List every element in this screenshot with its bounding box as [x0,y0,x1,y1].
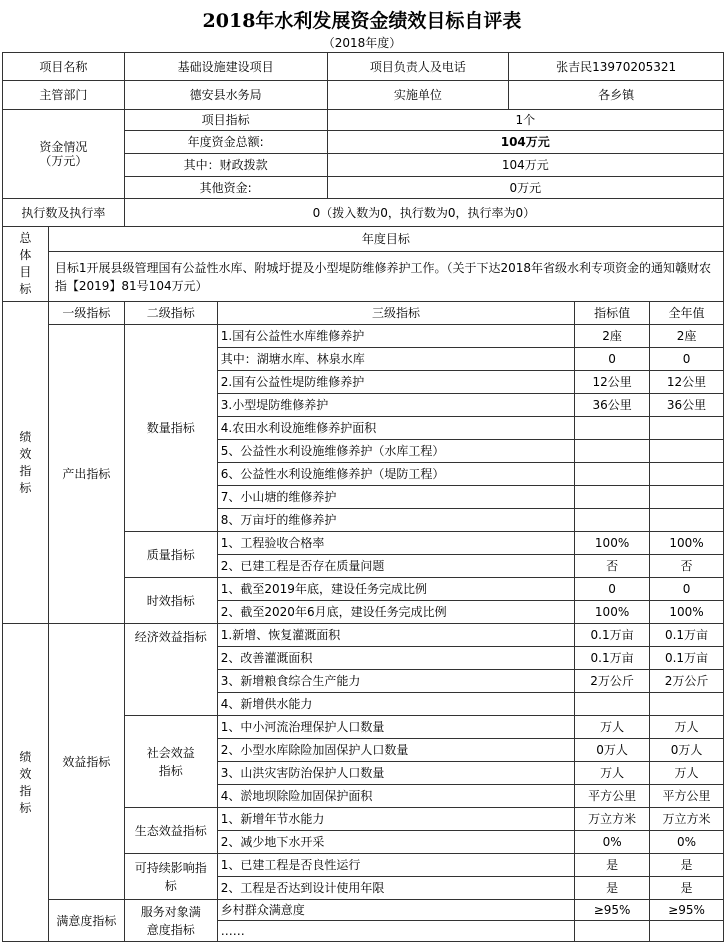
dept-row [3,81,724,110]
l3-cell: 1.新增、恢复灌溉面积 [217,624,574,647]
l3-cell: 1.国有公益性水库维修养护 [217,325,574,348]
overall-label: 总体目标 [3,227,49,302]
target-cell: 平方公里 [575,785,650,808]
year-cell: 万人 [650,762,724,785]
l3-cell: 乡村群众满意度 [217,900,574,921]
year-cell: 0 [650,348,724,371]
impl-value: 各乡镇 [509,81,724,110]
l3-cell: 1、已建工程是否良性运行 [217,854,574,877]
year-cell: 是 [650,854,724,877]
year-cell: 36公里 [650,394,724,417]
funds-item-label: 年度资金总额: [124,131,327,154]
year-cell [650,440,724,463]
funds-item-value: 0万元 [327,177,723,199]
table-row [3,624,724,647]
execution-value: 0（拨入数为0，执行数为0，执行率为0） [124,199,723,227]
year-cell: 0万人 [650,739,724,762]
project-name-label: 项目名称 [3,53,125,81]
year-cell: 平方公里 [650,785,724,808]
l3-cell: 1、截至2019年底，建设任务完成比例 [217,578,574,601]
target-cell: 100% [575,532,650,555]
target-cell: 0 [575,348,650,371]
year-cell: 是 [650,877,724,900]
perf-label-output: 绩效指标 [3,302,49,624]
target-cell: 万人 [575,716,650,739]
col-l2-header: 二级指标 [124,302,217,325]
economic-l2: 经济效益指标 [124,624,217,716]
col-year-header: 全年值 [650,302,724,325]
l3-cell: 3、山洪灾害防治保护人口数量 [217,762,574,785]
table-row [3,900,724,921]
l3-cell: …… [217,921,574,942]
target-cell: 0.1万亩 [575,647,650,670]
timeliness-l2: 时效指标 [124,578,217,624]
target-cell: 36公里 [575,394,650,417]
year-cell [650,921,724,942]
year-cell: 万人 [650,716,724,739]
year-cell: 100% [650,532,724,555]
year-cell: 0.1万亩 [650,647,724,670]
impl-label: 实施单位 [327,81,509,110]
year-cell: 0 [650,578,724,601]
target-cell [575,463,650,486]
target-cell: 万人 [575,762,650,785]
table-row [3,325,724,348]
social-l2: 社会效益指标 [124,716,217,808]
l3-cell: 2、减少地下水开采 [217,831,574,854]
overall-text-row [3,252,724,302]
year-cell: 0.1万亩 [650,624,724,647]
quantity-l2: 数量指标 [124,325,217,532]
funds-item-value: 104万元 [327,131,723,154]
overall-header-row [3,227,724,252]
satisfaction-l2: 服务对象满意度指标 [124,900,217,942]
target-cell: 万立方米 [575,808,650,831]
year-cell [650,509,724,532]
quality-l2: 质量指标 [124,532,217,578]
leader-value: 张吉民13970205321 [509,53,724,81]
funds-item-label: 其中：财政拨款 [124,154,327,177]
project-row [3,53,724,81]
year-cell: 2万公斤 [650,670,724,693]
perf-header-row [3,302,724,325]
target-cell [575,440,650,463]
funds-item-label: 项目指标 [124,110,327,131]
target-cell: 0万人 [575,739,650,762]
l3-cell: 8、万亩圩的维修养护 [217,509,574,532]
l3-cell: 7、小山塘的维修养护 [217,486,574,509]
l3-cell: 2.国有公益性堤防维修养护 [217,371,574,394]
funds-item-value: 104万元 [327,154,723,177]
l3-cell: 5、公益性水利设施维修养护（水库工程） [217,440,574,463]
overall-header: 年度目标 [48,227,723,252]
l3-cell: 4.农田水利设施维修养护面积 [217,417,574,440]
l3-cell: 4、新增供水能力 [217,693,574,716]
year-cell [650,486,724,509]
l3-cell: 2、截至2020年6月底，建设任务完成比例 [217,601,574,624]
l3-cell: 2、工程是否达到设计使用年限 [217,877,574,900]
project-name-value: 基础设施建设项目 [124,53,327,81]
execution-label: 执行数及执行率 [3,199,125,227]
overall-text: 目标1开展县级管理国有公益性水库、附城圩提及小型堤防维修养护工作。（关于下达2018年省级水利专项资金的通知赣财农指【2019】81号104万元） [48,252,723,302]
sustainability-l2: 可持续影响指标 [124,854,217,900]
year-cell [650,417,724,440]
execution-row [3,199,724,227]
year-cell: 2座 [650,325,724,348]
l3-cell: 2、已建工程是否存在质量问题 [217,555,574,578]
year-cell [650,693,724,716]
l3-cell: 1、中小河流治理保护人口数量 [217,716,574,739]
year-cell: 0% [650,831,724,854]
year-cell: 12公里 [650,371,724,394]
l3-cell: 4、淤地坝除险加固保护面积 [217,785,574,808]
target-cell [575,921,650,942]
funds-label: 资金情况 （万元） [3,110,125,199]
target-cell [575,417,650,440]
year-cell: 100% [650,601,724,624]
perf-label-benefit: 绩效指标 [3,624,49,942]
l3-cell: 2、小型水库除险加固保护人口数量 [217,739,574,762]
evaluation-table [2,52,724,942]
target-cell: 0 [575,578,650,601]
col-l1-header: 一级指标 [48,302,124,325]
l3-cell: 其中：湖塘水库、林泉水库 [217,348,574,371]
page-subtitle: （2018年度） [322,36,402,50]
l3-cell: 3.小型堤防维修养护 [217,394,574,417]
l3-cell: 6、公益性水利设施维修养护（堤防工程） [217,463,574,486]
col-target-header: 指标值 [575,302,650,325]
leader-label: 项目负责人及电话 [327,53,509,81]
target-cell: 2万公斤 [575,670,650,693]
target-cell: 是 [575,877,650,900]
target-cell: 0% [575,831,650,854]
satisfaction-l1: 满意度指标 [48,900,124,942]
funds-item-value: 1个 [327,110,723,131]
year-cell: ≥95% [650,900,724,921]
target-cell: 100% [575,601,650,624]
funds-item-label: 其他资金: [124,177,327,199]
l3-cell: 1、新增年节水能力 [217,808,574,831]
benefit-l1: 效益指标 [48,624,124,900]
target-cell: 是 [575,854,650,877]
dept-value: 德安县水务局 [124,81,327,110]
target-cell: 否 [575,555,650,578]
l3-cell: 2、改善灌溉面积 [217,647,574,670]
target-cell: ≥95% [575,900,650,921]
target-cell [575,509,650,532]
target-cell [575,486,650,509]
target-cell: 2座 [575,325,650,348]
target-cell: 0.1万亩 [575,624,650,647]
year-cell [650,463,724,486]
funds-row [3,110,724,131]
year-cell: 万立方米 [650,808,724,831]
col-l3-header: 三级指标 [217,302,574,325]
page-title: 2018年水利发展资金绩效目标自评表 [202,10,522,32]
l3-cell: 3、新增粮食综合生产能力 [217,670,574,693]
target-cell [575,693,650,716]
dept-label: 主管部门 [3,81,125,110]
output-l1: 产出指标 [48,325,124,624]
target-cell: 12公里 [575,371,650,394]
ecological-l2: 生态效益指标 [124,808,217,854]
year-cell: 否 [650,555,724,578]
l3-cell: 1、工程验收合格率 [217,532,574,555]
